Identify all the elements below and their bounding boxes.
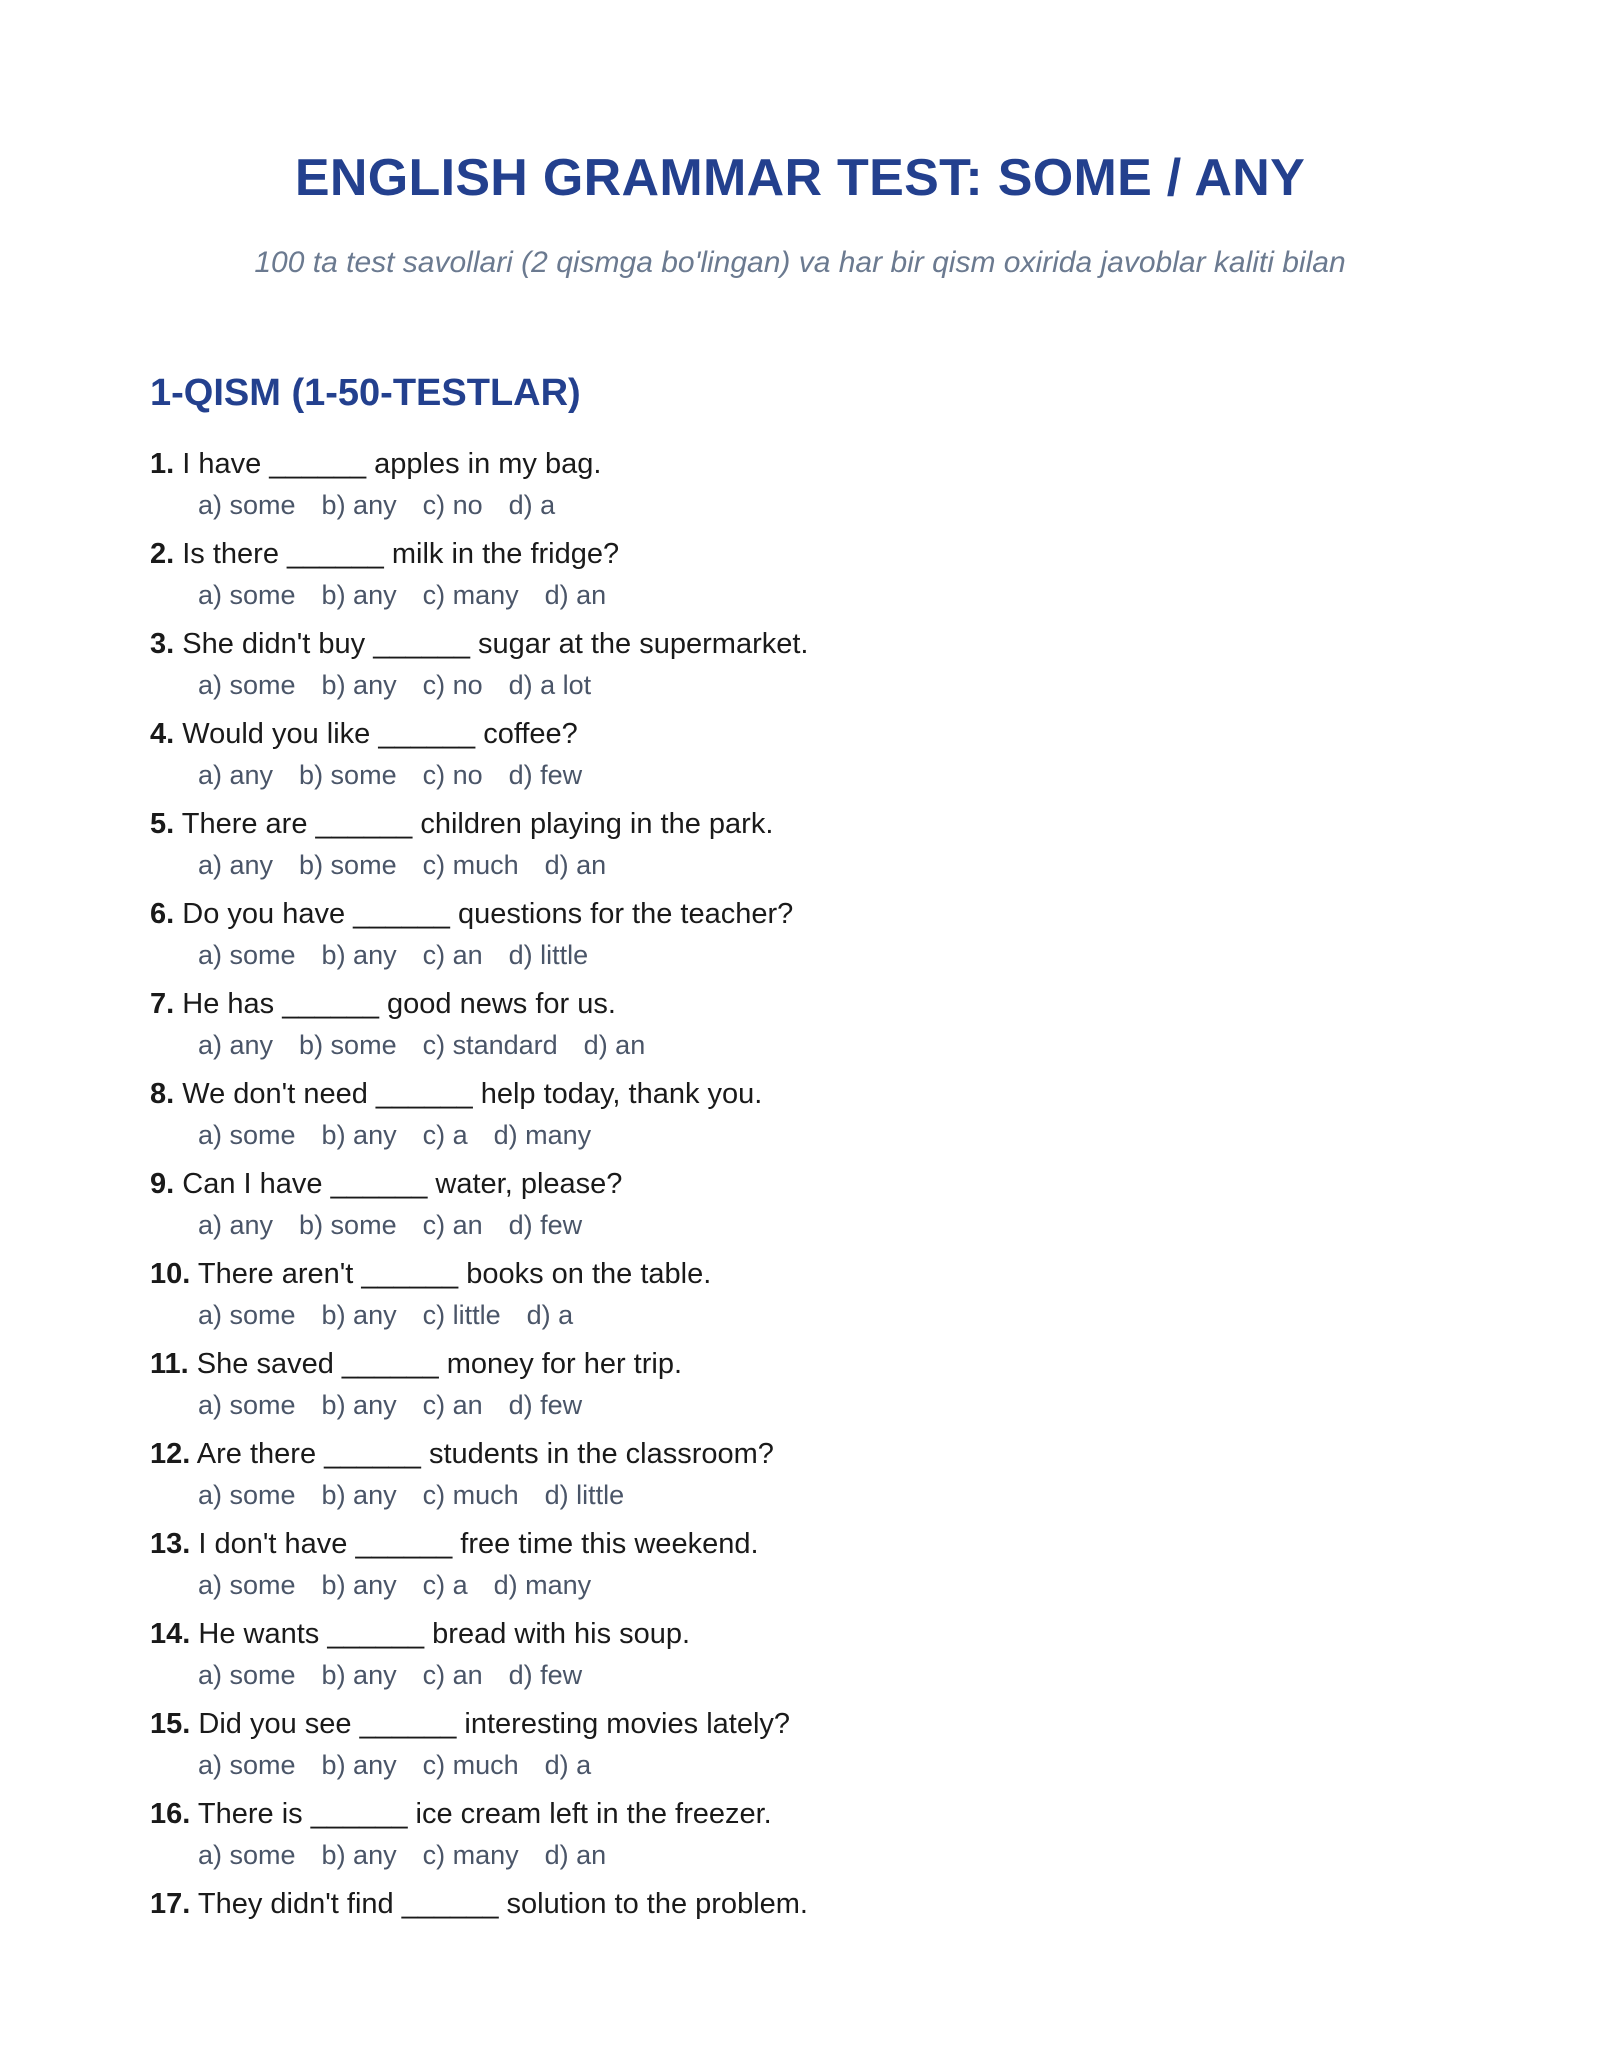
answer-options: [150, 1658, 1450, 1692]
question-item: [150, 1526, 1450, 1616]
answer-option: b) any: [321, 1660, 397, 1690]
answer-option: c) many: [422, 1840, 519, 1870]
answer-options: [150, 848, 1450, 882]
question-text: There is ______ ice cream left in the freezer.: [197, 1798, 772, 1830]
answer-option: c) little: [422, 1300, 501, 1330]
answer-option: d) a: [526, 1300, 574, 1330]
question-item: [150, 1886, 1450, 1976]
question-number: 8.: [150, 1078, 175, 1110]
question-text-line: [150, 986, 1450, 1022]
question-text: There are ______ children playing in the park.: [181, 808, 774, 840]
question-text: Did you see ______ interesting movies lately?: [198, 1708, 791, 1740]
question-number: 6.: [150, 898, 175, 930]
question-text-line: [150, 1616, 1450, 1652]
answer-option: d) an: [544, 1840, 607, 1870]
answer-options: [150, 1208, 1450, 1242]
question-text: Do you have ______ questions for the teacher?: [182, 898, 794, 930]
question-text-line: [150, 1256, 1450, 1292]
question-number: 1.: [150, 448, 175, 480]
answer-option: c) an: [422, 940, 483, 970]
answer-option: b) any: [321, 1120, 397, 1150]
answer-option: d) a lot: [508, 670, 592, 700]
question-number: 5.: [150, 808, 175, 840]
answer-option: b) any: [321, 490, 397, 520]
question-text-line: [150, 1076, 1450, 1112]
question-text-line: [150, 1166, 1450, 1202]
answer-option: c) no: [422, 490, 483, 520]
question-text-line: [150, 716, 1450, 752]
answer-option: b) any: [321, 1750, 397, 1780]
answer-option: d) few: [508, 1660, 583, 1690]
question-text: I don't have ______ free time this weekend.: [198, 1528, 759, 1560]
answer-option: c) much: [422, 850, 519, 880]
answer-options: [150, 1298, 1450, 1332]
question-item: [150, 536, 1450, 626]
question-text-line: [150, 1796, 1450, 1832]
question-text-line: [150, 806, 1450, 842]
section-heading: 1-QISM (1-50-TESTLAR): [150, 372, 581, 414]
answer-option: d) an: [544, 580, 607, 610]
answer-option: a) any: [198, 760, 274, 790]
question-text: He has ______ good news for us.: [182, 988, 616, 1020]
question-item: [150, 1796, 1450, 1886]
question-item: [150, 806, 1450, 896]
answer-option: a) any: [198, 1210, 274, 1240]
answer-option: b) any: [321, 580, 397, 610]
question-number: 7.: [150, 988, 175, 1020]
question-item: [150, 716, 1450, 806]
answer-option: a) some: [198, 490, 296, 520]
question-number: 16.: [150, 1798, 191, 1830]
answer-option: c) much: [422, 1480, 519, 1510]
question-item: [150, 1706, 1450, 1796]
answer-option: a) some: [198, 1570, 296, 1600]
question-list: [150, 446, 1450, 1976]
answer-option: d) little: [508, 940, 589, 970]
question-number: 17.: [150, 1888, 191, 1920]
answer-option: c) an: [422, 1660, 483, 1690]
answer-option: d) few: [508, 760, 583, 790]
question-item: [150, 1436, 1450, 1526]
answer-option: b) some: [299, 1030, 397, 1060]
answer-option: b) some: [299, 760, 397, 790]
question-text-line: [150, 1526, 1450, 1562]
question-number: 4.: [150, 718, 175, 750]
answer-option: a) some: [198, 580, 296, 610]
question-number: 15.: [150, 1708, 191, 1740]
answer-option: b) some: [299, 1210, 397, 1240]
question-item: [150, 626, 1450, 716]
question-number: 10.: [150, 1258, 191, 1290]
answer-options: [150, 1748, 1450, 1782]
question-text: Is there ______ milk in the fridge?: [182, 538, 620, 570]
answer-option: b) any: [321, 1480, 397, 1510]
answer-option: b) any: [321, 1570, 397, 1600]
answer-option: b) some: [299, 850, 397, 880]
question-number: 3.: [150, 628, 175, 660]
question-item: [150, 1076, 1450, 1166]
answer-options: [150, 578, 1450, 612]
answer-option: d) few: [508, 1210, 583, 1240]
question-item: [150, 1616, 1450, 1706]
question-text: Would you like ______ coffee?: [182, 718, 578, 750]
answer-option: c) no: [422, 670, 483, 700]
question-text-line: [150, 446, 1450, 482]
question-text-line: [150, 896, 1450, 932]
answer-options: [150, 1388, 1450, 1422]
answer-option: d) a: [544, 1750, 592, 1780]
answer-option: d) an: [583, 1030, 646, 1060]
question-item: [150, 1346, 1450, 1436]
answer-option: a) some: [198, 940, 296, 970]
question-text: I have ______ apples in my bag.: [182, 448, 602, 480]
answer-option: b) any: [321, 1390, 397, 1420]
answer-option: d) little: [544, 1480, 625, 1510]
question-item: [150, 1166, 1450, 1256]
question-text: They didn't find ______ solution to the problem.: [197, 1888, 808, 1920]
question-text: She saved ______ money for her trip.: [196, 1348, 683, 1380]
question-text-line: [150, 1436, 1450, 1472]
question-item: [150, 986, 1450, 1076]
answer-option: a) some: [198, 1480, 296, 1510]
answer-option: a) any: [198, 850, 274, 880]
answer-options: [150, 758, 1450, 792]
answer-option: a) some: [198, 670, 296, 700]
answer-option: a) some: [198, 1300, 296, 1330]
answer-option: a) any: [198, 1030, 274, 1060]
answer-options: [150, 488, 1450, 522]
answer-option: d) many: [493, 1120, 592, 1150]
question-text: Are there ______ students in the classroom?: [196, 1438, 774, 1470]
answer-options: [150, 1118, 1450, 1152]
answer-option: c) much: [422, 1750, 519, 1780]
answer-option: a) some: [198, 1840, 296, 1870]
question-number: 14.: [150, 1618, 191, 1650]
answer-option: c) many: [422, 580, 519, 610]
question-number: 2.: [150, 538, 175, 570]
question-item: [150, 896, 1450, 986]
question-number: 11.: [150, 1348, 189, 1380]
answer-options: [150, 1838, 1450, 1872]
answer-options: [150, 668, 1450, 702]
question-text-line: [150, 1346, 1450, 1382]
question-text-line: [150, 1706, 1450, 1742]
answer-option: a) some: [198, 1390, 296, 1420]
answer-option: a) some: [198, 1120, 296, 1150]
question-text-line: [150, 536, 1450, 572]
answer-option: c) a: [422, 1120, 468, 1150]
answer-option: a) some: [198, 1660, 296, 1690]
answer-option: b) any: [321, 1300, 397, 1330]
question-text: Can I have ______ water, please?: [182, 1168, 623, 1200]
question-number: 9.: [150, 1168, 175, 1200]
answer-option: c) no: [422, 760, 483, 790]
answer-option: d) few: [508, 1390, 583, 1420]
question-text: There aren't ______ books on the table.: [197, 1258, 712, 1290]
question-text: She didn't buy ______ sugar at the supermarket.: [182, 628, 809, 660]
question-item: [150, 446, 1450, 536]
question-text-line: [150, 626, 1450, 662]
question-number: 12.: [150, 1438, 191, 1470]
question-item: [150, 1256, 1450, 1346]
document-subtitle: 100 ta test savollari (2 qismga bo'lingan) va har bir qism oxirida javoblar kaliti bilan: [254, 246, 1346, 279]
answer-options: [150, 1028, 1450, 1062]
answer-option: c) an: [422, 1210, 483, 1240]
answer-option: b) any: [321, 940, 397, 970]
answer-option: a) some: [198, 1750, 296, 1780]
question-text: He wants ______ bread with his soup.: [198, 1618, 691, 1650]
answer-options: [150, 1478, 1450, 1512]
answer-option: b) any: [321, 670, 397, 700]
answer-option: d) an: [544, 850, 607, 880]
answer-option: d) a: [508, 490, 556, 520]
answer-option: d) many: [493, 1570, 592, 1600]
question-text-line: [150, 1886, 1450, 1922]
answer-option: b) any: [321, 1840, 397, 1870]
question-number: 13.: [150, 1528, 191, 1560]
document-title: ENGLISH GRAMMAR TEST: SOME / ANY: [294, 149, 1306, 207]
answer-option: c) an: [422, 1390, 483, 1420]
answer-options: [150, 1568, 1450, 1602]
answer-options: [150, 938, 1450, 972]
question-text: We don't need ______ help today, thank you.: [182, 1078, 763, 1110]
answer-option: c) a: [422, 1570, 468, 1600]
answer-option: c) standard: [422, 1030, 558, 1060]
